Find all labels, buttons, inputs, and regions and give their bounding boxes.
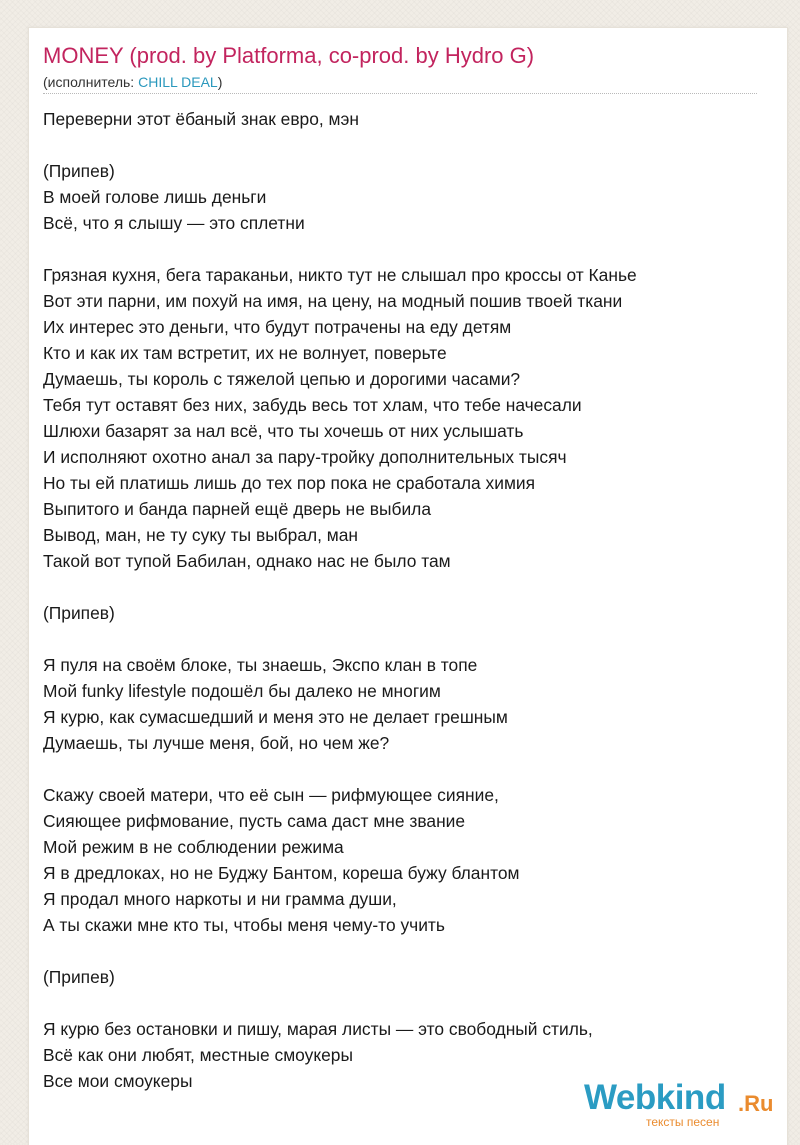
logo-wordmark: Webkind <box>584 1078 726 1117</box>
stanza-break <box>43 990 783 1016</box>
lyric-line: Мой funky lifestyle подошёл бы далеко не многим <box>43 681 441 701</box>
lyric-line: Переверни этот ёбаный знак евро, мэн <box>43 109 359 129</box>
lyric-line: Всё как они любят, местные смоукеры <box>43 1045 353 1065</box>
lyric-line: Я пуля на своём блоке, ты знаешь, Экспо клан в топе <box>43 655 478 675</box>
stanza-break <box>43 938 783 964</box>
logo-tagline: тексты песен <box>646 1115 720 1129</box>
stanza-break <box>43 236 783 262</box>
header-divider <box>43 93 757 94</box>
lyric-line: Выпитого и банда парней ещё дверь не выбила <box>43 499 432 519</box>
lyrics-body <box>43 106 783 1094</box>
lyric-line: (Припев) <box>43 967 115 987</box>
lyric-line: Грязная кухня, бега тараканьи, никто тут не слышал про кроссы от Канье <box>43 265 637 285</box>
lyric-line: Я в дредлоках, но не Буджу Бантом, кореша бужу блантом <box>43 863 520 883</box>
lyric-line: Скажу своей матери, что её сын — рифмующее сияние, <box>43 785 499 805</box>
lyric-line: Такой вот тупой Бабилан, однако нас не было там <box>43 551 451 571</box>
lyric-line: Все мои смоукеры <box>43 1071 193 1091</box>
lyric-line: Вывод, ман, не ту суку ты выбрал, ман <box>43 525 359 545</box>
lyric-line: Я курю, как сумасшедший и меня это не делает грешным <box>43 707 508 727</box>
lyrics-page <box>28 27 788 1145</box>
lyric-line: Их интерес это деньги, что будут потрачены на еду детям <box>43 317 512 337</box>
lyric-line: Тебя тут оставят без них, забудь весь тот хлам, что тебе начесали <box>43 395 582 415</box>
stanza-break <box>43 756 783 782</box>
lyric-line: Но ты ей платишь лишь до тех пор пока не сработала химия <box>43 473 536 493</box>
logo-tld: .Ru <box>738 1091 774 1116</box>
stanza-break <box>43 626 783 652</box>
lyric-line: (Припев) <box>43 161 115 181</box>
artist-link[interactable]: CHILL DEAL <box>138 74 218 90</box>
lyric-line: И исполняют охотно анал за пару-тройку дополнительных тысяч <box>43 447 567 467</box>
lyric-line: В моей голове лишь деньги <box>43 187 267 207</box>
lyric-line: Сияющее рифмование, пусть сама даст мне звание <box>43 811 466 831</box>
lyric-line: Вот эти парни, им похуй на имя, на цену, на модный пошив твоей ткани <box>43 291 623 311</box>
lyric-line: (Припев) <box>43 603 115 623</box>
artist-suffix: ) <box>217 74 223 90</box>
lyric-line: Думаешь, ты король с тяжелой цепью и дорогими часами? <box>43 369 521 389</box>
lyric-line: Шлюхи базарят за нал всё, что ты хочешь от них услышать <box>43 421 524 441</box>
lyric-line: Кто и как их там встретит, их не волнует, поверьте <box>43 343 447 363</box>
lyric-line: Думаешь, ты лучше меня, бой, но чем же? <box>43 733 390 753</box>
song-title: MONEY (prod. by Platforma, co-prod. by Hydro G) <box>43 43 535 68</box>
artist-prefix: (исполнитель: <box>43 74 139 90</box>
stanza-break <box>43 132 783 158</box>
lyric-line: Всё, что я слышу — это сплетни <box>43 213 305 233</box>
site-logo[interactable] <box>584 1078 784 1138</box>
lyric-line: Я продал много наркоты и ни грамма души, <box>43 889 397 909</box>
lyric-line: Я курю без остановки и пишу, марая листы — это свободный стиль, <box>43 1019 593 1039</box>
lyric-line: Мой режим в не соблюдении режима <box>43 837 344 857</box>
artist-line <box>43 73 222 91</box>
lyric-line: А ты скажи мне кто ты, чтобы меня чему-то учить <box>43 915 445 935</box>
stanza-break <box>43 574 783 600</box>
